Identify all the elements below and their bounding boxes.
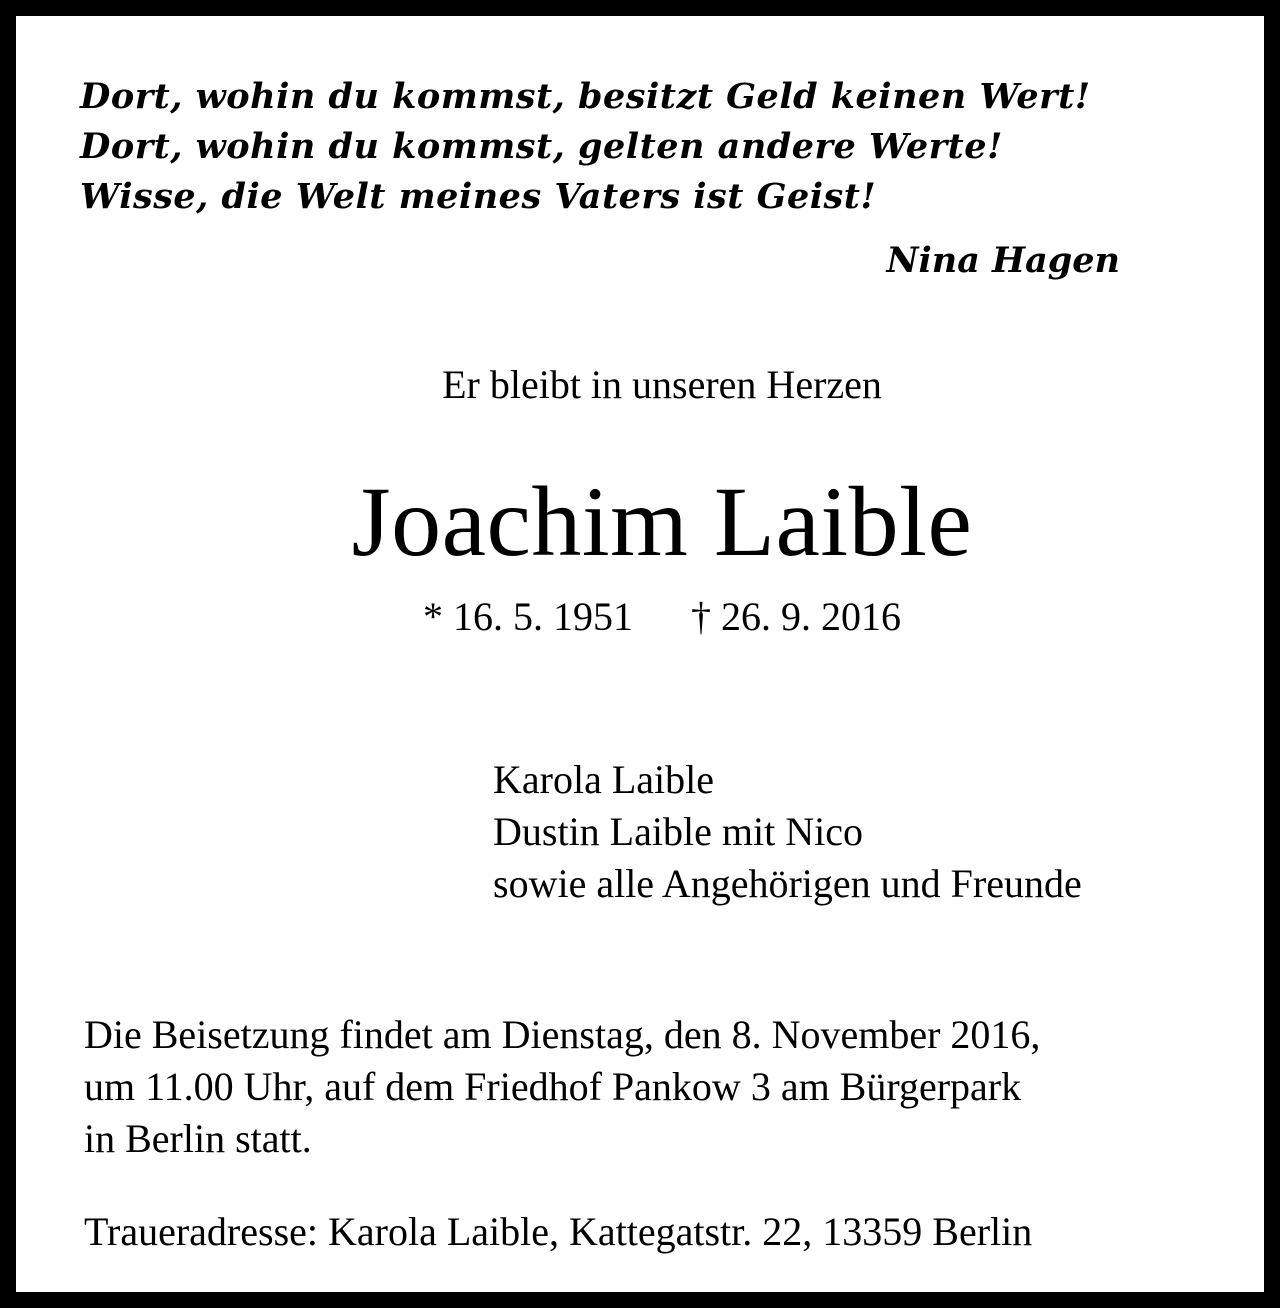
mourner-name: Karola Laible [493, 757, 714, 802]
life-dates [16, 591, 1280, 643]
funeral-info-line: in Berlin statt. [84, 1116, 312, 1161]
deceased-name: Joachim Laible [351, 466, 973, 577]
birth-date: * 16. 5. 1951 [423, 594, 633, 639]
remembrance-line: Er bleibt in unseren Herzen [442, 362, 882, 407]
quote-line: Wisse, die Welt meines Vaters ist Geist! [80, 176, 877, 217]
mourner-name: sowie alle Angehörigen und Freunde [493, 861, 1082, 906]
quote-line: Dort, wohin du kommst, gelten andere Werte! [80, 126, 1003, 167]
mourning-address: Traueradresse: Karola Laible, Kattegatstr. 22, 13359 Berlin [84, 1209, 1033, 1254]
funeral-info-line: um 11.00 Uhr, auf dem Friedhof Pankow 3 am Bürgerpark [84, 1064, 1022, 1109]
funeral-info-line: Die Beisetzung findet am Dienstag, den 8. November 2016, [84, 1012, 1041, 1057]
mourner-name: Dustin Laible mit Nico [493, 809, 863, 854]
quote-author: Nina Hagen [886, 240, 1120, 281]
death-date: † 26. 9. 2016 [691, 594, 901, 639]
quote-line: Dort, wohin du kommst, besitzt Geld keinen Wert! [80, 76, 1091, 117]
